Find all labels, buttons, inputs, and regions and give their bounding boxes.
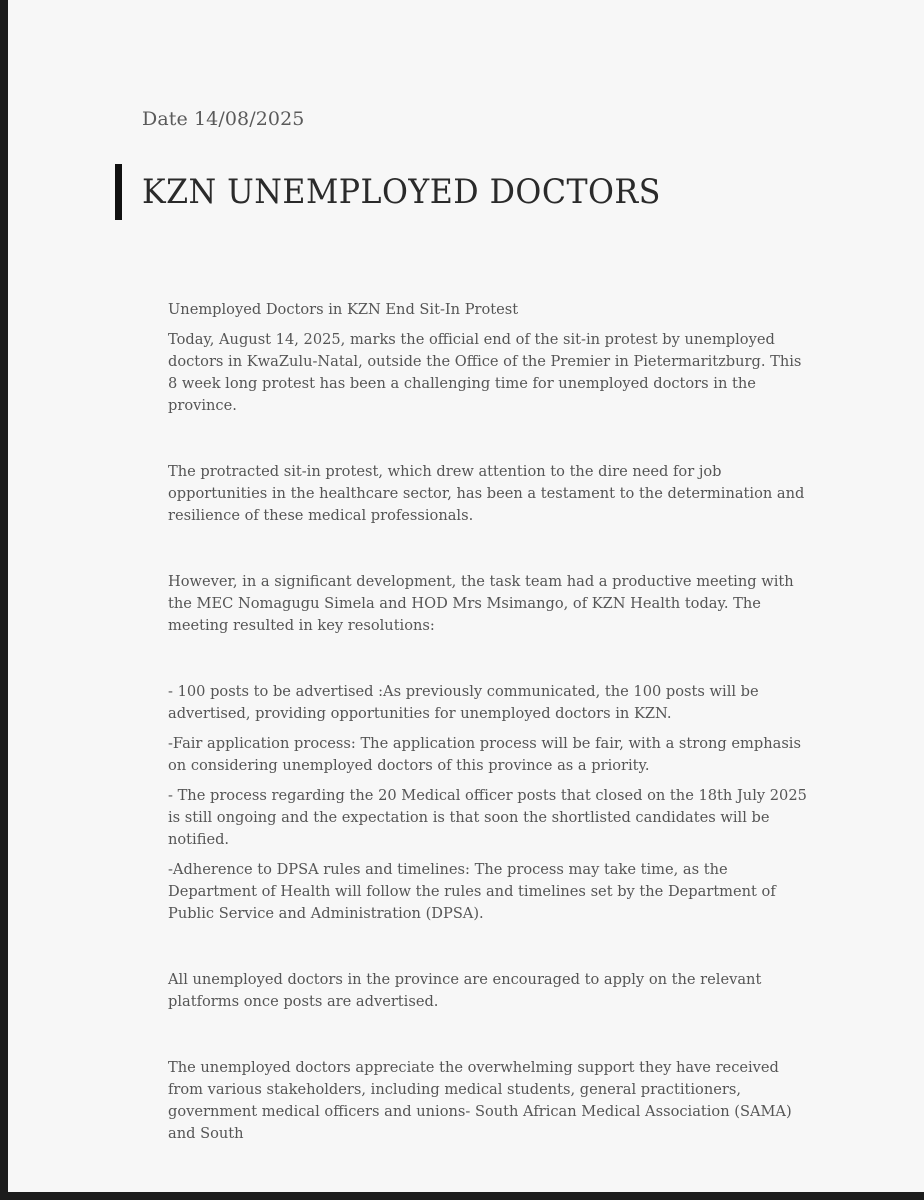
title-block <box>115 164 700 220</box>
paragraph-development: However, in a significant development, the task team had a productive meeting with the MEC Nomagugu Simela and HOD Mrs Msimango, of KZN Health today. The meeting resulted in key resolutions: <box>168 573 794 634</box>
subheading: Unemployed Doctors in KZN End Sit-In Protest <box>168 301 519 318</box>
document-body <box>168 299 808 1145</box>
resolution-item: -Adherence to DPSA rules and timelines: The process may take time, as the Department of Health will follow the rules and timelines set by the Department of Public Service and Administration (DPSA). <box>168 861 776 922</box>
resolution-item: - 100 posts to be advertised :As previously communicated, the 100 posts will be advertised, providing opportunities for unemployed doctors in KZN. <box>168 683 759 722</box>
resolution-item: -Fair application process: The application process will be fair, with a strong emphasis on considering unemployed doctors of this province as a priority. <box>168 735 801 774</box>
paragraph-protracted: The protracted sit-in protest, which drew attention to the dire need for job opportunities in the healthcare sector, has been a testament to the determination and resilience of these medical professionals. <box>168 463 805 524</box>
title-accent-bar <box>115 164 122 220</box>
page-title: KZN UNEMPLOYED DOCTORS <box>142 172 661 212</box>
document-date: Date 14/08/2025 <box>142 108 305 130</box>
resolution-item: - The process regarding the 20 Medical officer posts that closed on the 18th July 2025 is still ongoing and the expectation is that soon the shortlisted candidates will be notified. <box>168 787 807 848</box>
paragraph-intro: Today, August 14, 2025, marks the official end of the sit-in protest by unemployed doctors in KwaZulu-Natal, outside the Office of the Premier in Pietermaritzburg. This 8 week long protest has been a challenging time for unemployed doctors in the province. <box>168 331 802 414</box>
document-page <box>8 0 924 1192</box>
paragraph-encourage: All unemployed doctors in the province are encouraged to apply on the relevant platforms once posts are advertised. <box>168 971 762 1010</box>
paragraph-appreciation: The unemployed doctors appreciate the overwhelming support they have received from various stakeholders, including medical students, general practitioners, government medical officers and unions- South African Medical Association (SAMA) and South <box>168 1059 792 1142</box>
